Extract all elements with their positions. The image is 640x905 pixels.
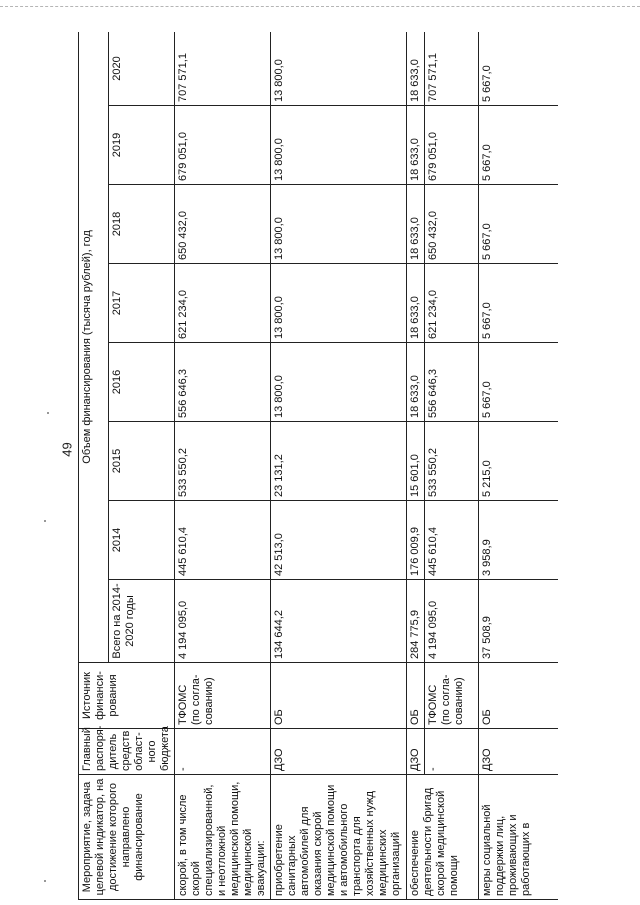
source-cell: ОБ xyxy=(479,663,559,729)
manager-cell: - xyxy=(425,729,479,775)
value-cell: 5 667,0 xyxy=(479,343,559,422)
value-cell: 707 571,1 xyxy=(175,32,271,106)
manager-cell: ДЗО xyxy=(271,729,407,775)
source-cell: ТФОМС (по согла-сованию) xyxy=(425,663,479,729)
value-cell: 556 646,3 xyxy=(175,343,271,422)
value-cell: 533 550,2 xyxy=(425,422,479,501)
value-cell: 5 667,0 xyxy=(479,32,559,106)
value-cell: 134 644,2 xyxy=(271,580,407,663)
measure-cell: скорой, в том числе скорой специализированной, и неотложной медицинской помощи, медицинской эвакуации: xyxy=(175,775,271,900)
col-header-year: 2019 xyxy=(109,106,175,185)
value-cell: 13 800,0 xyxy=(271,343,407,422)
value-cell: 621 234,0 xyxy=(175,264,271,343)
value-cell: 3 958,9 xyxy=(479,501,559,580)
value-cell: 18 633,0 xyxy=(407,343,425,422)
value-cell: 5 215,0 xyxy=(479,422,559,501)
financing-table xyxy=(78,32,558,900)
value-cell: 42 513,0 xyxy=(271,501,407,580)
value-cell: 4 194 095,0 xyxy=(425,580,479,663)
value-cell: 650 432,0 xyxy=(425,185,479,264)
col-header-year: 2020 xyxy=(109,32,175,106)
value-cell: 4 194 095,0 xyxy=(175,580,271,663)
page-number: 49 xyxy=(59,442,75,457)
value-cell: 650 432,0 xyxy=(175,185,271,264)
value-cell: 18 633,0 xyxy=(407,32,425,106)
value-cell: 13 800,0 xyxy=(271,185,407,264)
source-cell: ОБ xyxy=(271,663,407,729)
rotated-table-frame xyxy=(78,32,558,900)
col-header-total: Всего на 2014-2020 годы xyxy=(109,580,175,663)
value-cell: 5 667,0 xyxy=(479,106,559,185)
value-cell: 13 800,0 xyxy=(271,106,407,185)
value-cell: 533 550,2 xyxy=(175,422,271,501)
value-cell: 18 633,0 xyxy=(407,264,425,343)
table-row xyxy=(425,32,479,900)
value-cell: 13 800,0 xyxy=(271,32,407,106)
col-header-year: 2015 xyxy=(109,422,175,501)
header-row xyxy=(79,32,109,900)
value-cell: 176 009,9 xyxy=(407,501,425,580)
col-header-year: 2014 xyxy=(109,501,175,580)
value-cell: 37 508,9 xyxy=(479,580,559,663)
value-cell: 5 667,0 xyxy=(479,185,559,264)
source-cell: ОБ xyxy=(407,663,425,729)
table-row xyxy=(271,32,407,900)
col-header-source: Источник финанси-рования xyxy=(79,663,175,729)
col-header-year: 2016 xyxy=(109,343,175,422)
value-cell: 679 051,0 xyxy=(175,106,271,185)
source-cell: ТФОМС (по согла-сованию) xyxy=(175,663,271,729)
table-row xyxy=(175,32,271,900)
col-header-year: 2017 xyxy=(109,264,175,343)
col-header-volume: Объем финансирования (тысяча рублей), год xyxy=(79,32,109,663)
measure-cell: приобретение санитарных автомобилей для оказания скорой медицинской помощи и автомобильного транспорта для хозяйственных нужд медицинских организаций xyxy=(271,775,407,900)
table-row xyxy=(479,32,559,900)
scan-speck xyxy=(44,880,46,882)
scan-speck xyxy=(44,520,46,522)
manager-cell: ДЗО xyxy=(407,729,425,775)
value-cell: 556 646,3 xyxy=(425,343,479,422)
col-header-year: 2018 xyxy=(109,185,175,264)
col-header-manager: Главный распоря-дитель средств област-ного бюджета xyxy=(79,729,175,775)
value-cell: 13 800,0 xyxy=(271,264,407,343)
value-cell: 707 571,1 xyxy=(425,32,479,106)
scan-speck xyxy=(47,412,49,414)
manager-cell: ДЗО xyxy=(479,729,559,775)
value-cell: 284 775,9 xyxy=(407,580,425,663)
measure-cell: меры социальной поддержки лиц, проживающих и работающих в xyxy=(479,775,559,900)
table-row xyxy=(407,32,425,900)
value-cell: 445 610,4 xyxy=(175,501,271,580)
measure-cell: обеспечение деятельности бригад скорой медицинской помощи xyxy=(407,775,479,900)
value-cell: 621 234,0 xyxy=(425,264,479,343)
top-scan-rule xyxy=(0,6,640,7)
value-cell: 15 601,0 xyxy=(407,422,425,501)
value-cell: 679 051,0 xyxy=(425,106,479,185)
value-cell: 18 633,0 xyxy=(407,106,425,185)
value-cell: 445 610,4 xyxy=(425,501,479,580)
value-cell: 18 633,0 xyxy=(407,185,425,264)
value-cell: 5 667,0 xyxy=(479,264,559,343)
manager-cell: - xyxy=(175,729,271,775)
col-header-measure: Мероприятие, задача целевой индикатор, на достижение которого направлено финансирование xyxy=(79,775,175,900)
value-cell: 23 131,2 xyxy=(271,422,407,501)
